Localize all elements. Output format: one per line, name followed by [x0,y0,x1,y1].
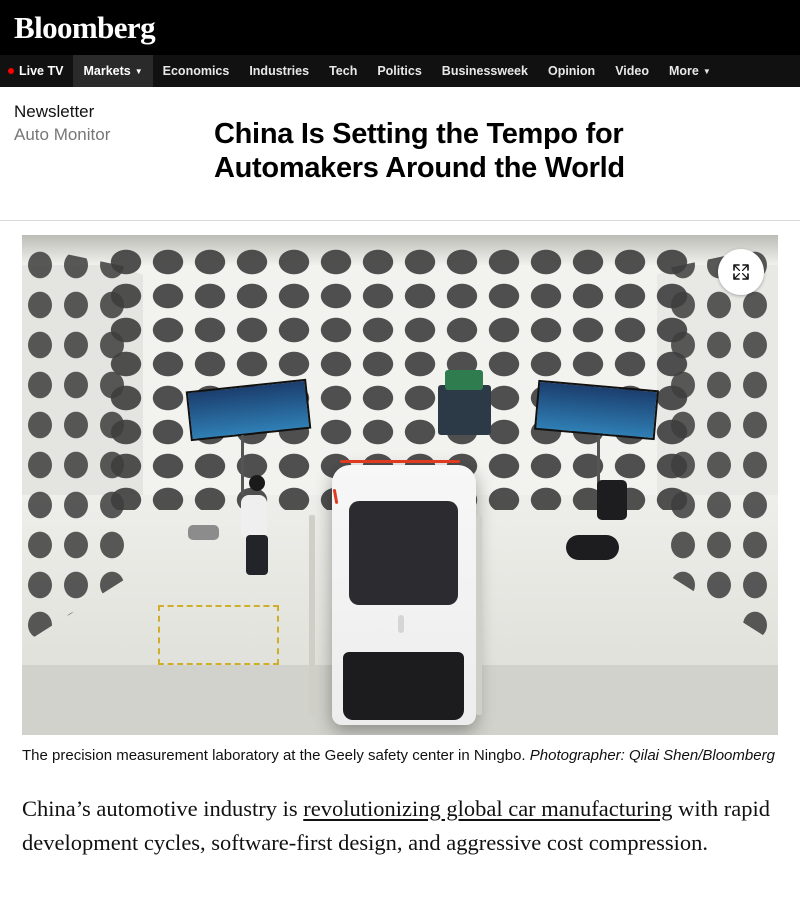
nav-item-markets[interactable] [73,55,152,87]
left-monitor-stand [241,435,244,495]
nav-label-industries: Industries [249,64,310,78]
hero-image[interactable] [22,235,778,735]
vehicle-wiper [398,615,404,633]
nav-label-more: More [669,64,699,78]
page-title: China Is Setting the Tempo for Automakers Around the World [214,118,625,185]
technician-torso [241,495,267,537]
floor-rail-right [476,515,482,715]
equipment-cart [438,385,491,435]
nav-label-economics: Economics [162,64,230,78]
nav-item-politics[interactable] [367,55,431,87]
robot-base-unit [566,535,619,560]
right-display-monitor [534,380,659,440]
article-header [0,87,800,221]
vehicle-under-test [332,465,476,725]
masthead [0,0,800,55]
nav-item-live-tv[interactable] [0,55,73,87]
nav-item-tech[interactable] [319,55,367,87]
body-lead-part-1: China’s automotive industry is [22,795,304,821]
equipment-box-green [445,370,483,390]
floor-hazard-marking [158,605,279,665]
nav-live-label: Live TV [19,64,64,78]
live-dot-icon [8,68,14,74]
newsletter-kicker: Newsletter [14,102,95,121]
photo-credit: Photographer: Qilai Shen/Bloomberg [529,746,775,764]
bloomberg-logo[interactable]: Bloomberg [14,9,155,45]
nav-item-video[interactable] [605,55,659,87]
body-lead-part-2: with rapid development cycles, software-first design, and aggressive cost compression. [22,795,770,855]
inline-link-global-car-manufacturing[interactable]: revolutionizing global car manufacturing [303,795,673,821]
image-caption [22,745,778,766]
measurement-robot-arm [597,480,627,520]
nav-item-economics[interactable] [153,55,240,87]
nav-item-more[interactable] [659,55,721,87]
technician-legs [246,535,268,575]
nav-label-opinion: Opinion [547,64,596,78]
nav-item-opinion[interactable] [538,55,605,87]
nav-item-businessweek[interactable] [432,55,538,87]
nav-label-video: Video [615,64,649,78]
expand-image-button[interactable] [718,249,764,295]
caption-text: The precision measurement laboratory at the Geely safety center in Ningbo. [22,746,530,764]
floor-rail-left [309,515,315,715]
technician-head [249,475,265,491]
nav-label-politics: Politics [377,64,422,78]
nav-label-markets: Markets [83,64,131,78]
newsletter-block[interactable] [14,99,214,206]
mobile-sensor-unit [188,525,218,540]
vehicle-hood [343,652,464,720]
newsletter-name: Auto Monitor [14,124,111,144]
article-body [22,792,778,860]
vehicle-roof [349,501,458,605]
laboratory-photo [22,235,778,735]
nav-item-industries[interactable] [239,55,319,87]
nav-label-businessweek: Businessweek [441,64,528,78]
vehicle-marker-tape-top [340,460,461,463]
chevron-down-icon: ▼ [702,67,711,76]
hero-image-wrapper [22,235,778,735]
main-navigation [0,55,800,87]
nav-label-tech: Tech [329,64,358,78]
chevron-down-icon: ▼ [134,67,143,76]
